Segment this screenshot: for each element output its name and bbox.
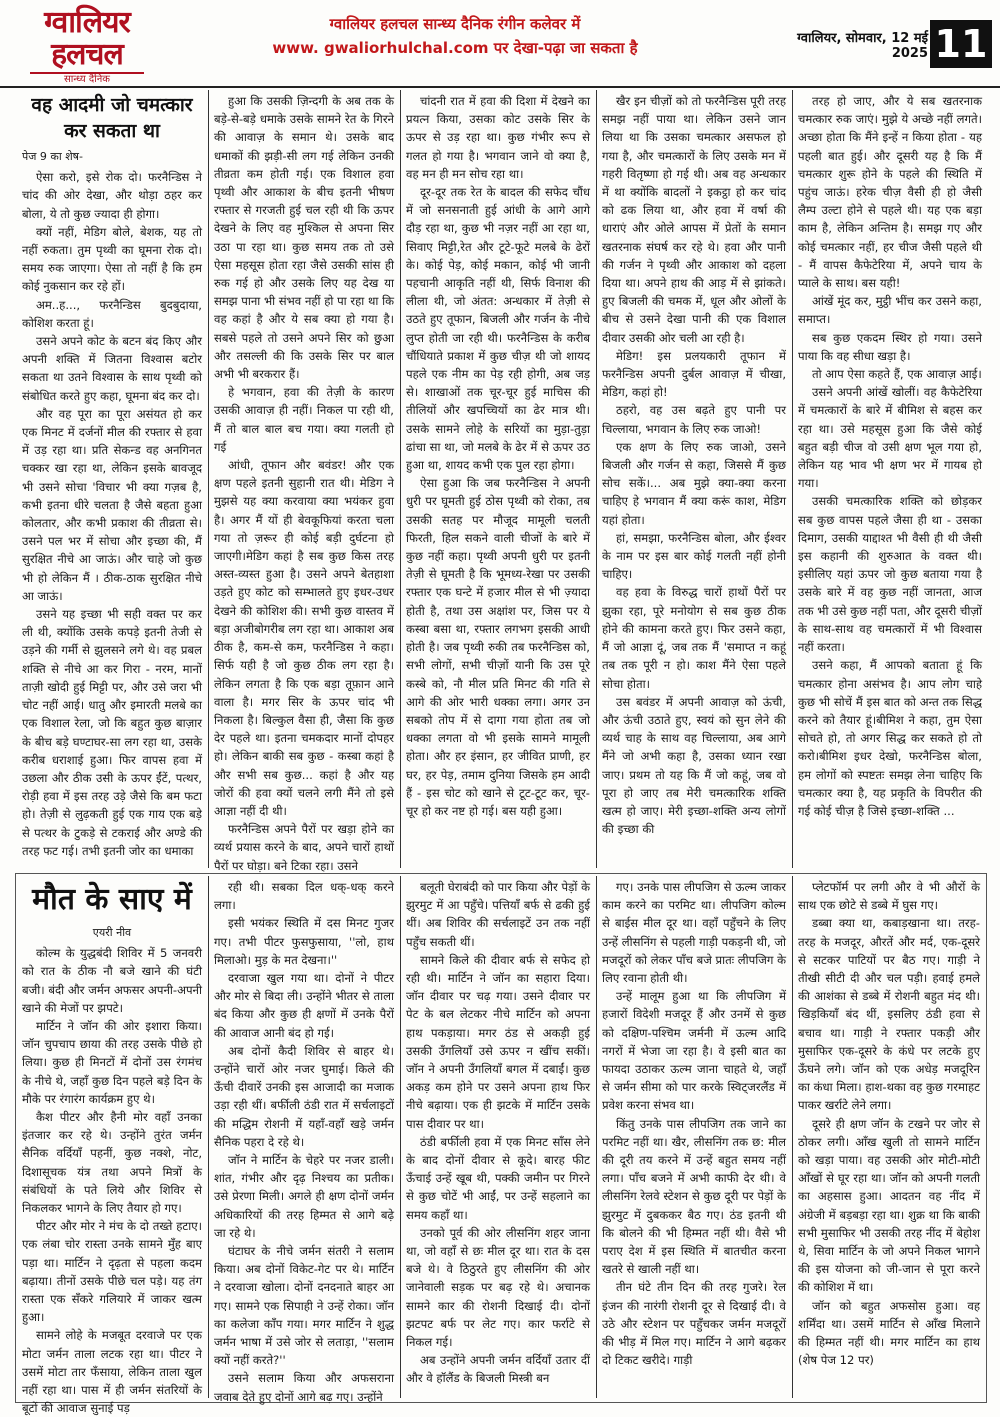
paragraph: सब कुछ एकदम स्थिर हो गया। उसने पाया कि वह सीधा खड़ा है।: [798, 330, 982, 363]
paragraph: उस बवंडर में अपनी आवाज़ को ऊंची, और ऊंची उठाते हुए, स्वयं को सुन लेने की व्यर्थ चाह के साथ वह चिल्लाया, अब आगे मैंने जो अभी कहा है, उसका ध्यान रखा जाए। प्रथम तो यह कि मैं जो कहूं, जब वो पूरा हो जाए तब मेरी चमत्कारिक शक्ति खत्म हो जाए। मेरी इच्छा-शक्ति अन्य लोगों की इच्छा की: [602, 694, 786, 837]
paragraph: कैश पीटर और हैनी मोर वहाँ उनका इंतजार कर रहे थे। उन्होंने तुरंत जर्मन सैनिक वर्दियाँ पहनीं, कुछ नक्शे, नोट, दिशासूचक यंत्र तथा अपने मित्रों के संबंधियों के पते लिये और शिविर से निकलकर भागने के लिए तैयार हो गए।: [22, 1110, 202, 1216]
story1-headline: वह आदमी जो चमत्कार कर सकता था: [31, 94, 193, 142]
paragraph: वह हवा के विरुद्ध चारों हाथों पैरों पर झुका रहा, पूरे मनोयोग से सब कुछ ठीक होने की कामना करते हुए। फिर उसने कहा, मैं जो आज्ञा दूं, जब तक मैं 'समाप्त न कहूं तब तक पूरी न हो। काश मैंने ऐसा पहले सोचा होता।: [602, 585, 786, 691]
story2-headline: मौत के साए में: [32, 882, 192, 917]
column-rule: [400, 876, 401, 1398]
paragraph: क्यों नहीं, मेडिग बोले, बेशक, यह तो नहीं रुकता। तुम पृथ्वी का घूमना रोक दो। समय रुक जाएगा। ऐसा तो नहीं है कि हम कोई नुकसान कर रहे हों।: [22, 224, 202, 294]
column-rule: [596, 90, 597, 868]
paragraph: हे भगवान, हवा की तेज़ी के कारण उसकी आवाज़ ही नहीं। निकल पा रही थी, मैं तो बाल बाल बच गया। क्या गलती हो गई: [214, 385, 394, 454]
paragraph: दूसरे ही क्षण जॉन के टखने पर जोर से ठोकर लगी। आँख खुली तो सामने मार्टिन को खड़ा पाया। वह उसकी ओर मोटी-मोटी आँखों से घूर रहा था। जॉन को अपनी गलती का अहसास हुआ। आदतन वह नींद में अंग्रेजी में बड़बड़ा रहा था। शुक्र था कि बाकी सभी मुसाफिर भी उसकी तरह नींद में बेहोश थे, सिवा मार्टिन के जो अपने निकल भागने की इस योजना को जी-जान से पूरा करने की कोशिश में था।: [798, 1116, 980, 1295]
paragraph: उनको पूर्व की ओर लीसनिंग शहर जाना था, जो वहाँ से छः मील दूर था। रात के दस बजे थे। वे ठिठुरते हुए लीसनिंग की ओर जानेवाली सड़क पर बढ़ रहे थे। अचानक सामने कार की रोशनी दिखाई दी। दोनों झटपट बर्फ पर लेट गए। कार फर्राटे से निकल गई।: [406, 1225, 590, 1350]
paragraph: फरनैन्डिस अपने पैरों पर खड़ा होने का व्यर्थ प्रयास करने के बाद, अपने चारों हाथों पैरों पर घोड़ा। बने टिका रहा। उसने: [214, 822, 394, 873]
story1-column-5: [798, 92, 982, 867]
paragraph: हां, समझा, फरनैन्डिस बोला, और ईश्वर के नाम पर इस बार कोई गलती नहीं होनी चाहिए।: [602, 530, 786, 582]
paragraph: दूर-दूर तक रेत के बादल की सफेद चौंध में जो सनसनाती हुई आंधी के आगे आगे दौड़ रहा था, कुछ भी नज़र नहीं आ रहा था, सिवाए मिट्टी,रेत और टूटे-फूटे मलबे के ढेरों के। कोई पेड़, कोई मकान, कोई भी जानी पहचानी आकृति नहीं थी, सिर्फ विनाश की लीला थी, जो अंतत: अन्धकार में तेज़ी से उठते हुए तूफान, बिजली और गर्जन के नीचे लुप्त होती जा रही थी। फरनैन्डिस के करीब चौंधियाते प्रकाश में कुछ चीज़ थी जो शायद पहले एक नीम का पेड़ रही होगी, अब जड़ से। शाखाओं तक चूर-चूर हुई माचिस की तीलियों और खपच्चियों का ढेर मात्र थी। उसके सामने लोहे के सरियों का मुड़ा-तुड़ा ढांचा सा था, जो मलबे के ढेर में से ऊपर उठ हुआ था, शायद कभी एक पुल रहा होगा।: [406, 185, 590, 473]
logo-line3: सान्ध्य दैनिक: [30, 72, 144, 86]
story1-column-4: [602, 92, 786, 867]
paragraph: ठहरो, वह उस बढ़ते हुए पानी पर चिल्लाया, भगवान के लिए रुक जाओ!: [602, 403, 786, 436]
paragraph: डब्बा क्या था, कबाड़खाना था। तरह-तरह के मजदूर, औरतें और मर्द, एक-दूसरे से सटकर पाटियों पर बैठ गए। गाड़ी ने तीखी सीटी दी और चल पड़ी। हवाई हमले की आशंका से डब्बे में रोशनी बहुत मंद थी। खिड़कियाँ बंद थीं, इसलिए ठंडी हवा से बचाव था। गाड़ी ने रफ्तार पकड़ी और मुसाफिर एक-दूसरे के कंधे पर लटके हुए ऊँघने लगे। जॉन को एक अधेड़ मजदूरिन का कंधा मिला। हाश-थका वह कुछ गरमाहट पाकर खर्राटे लेने लगा।: [798, 916, 980, 1113]
paragraph: रही थी। सबका दिल धक्-धक् करने लगा।: [214, 880, 394, 913]
logo-line2: हलचल: [51, 37, 123, 72]
paragraph: पीटर और मोर ने मंच के दो तख्ते हटाए। एक लंबा चोर रास्ता उनके सामने मुँह बाए पड़ा था। मार्टिन ने दृढ़ता से पहला कदम बढ़ाया। तीनों उसके पीछे चल पड़े। यह तंग रास्ता एक सँकरे गलियारे में जाकर खत्म हुआ।: [22, 1219, 202, 1325]
paragraph: इसी भयंकर स्थिति में दस मिनट गुजर गए। तभी पीटर फुसफुसाया, ''लो, हाथ मिलाओ। मुड़ के मत देखना।'': [214, 916, 394, 967]
paragraph: उसने यह इच्छा भी सही वक्त पर कर ली थी, क्योंकि उसके कपड़े इतनी तेजी से उड़ने की गर्मी से झुलसने लगे थे। वह प्रबल शक्ति से नीचे आ कर गिरा - नरम, मानों ताज़ी खोदी हुई मिट्टी पर, और उसे जरा भी चोट नहीं आई। धातु और इमारती मलबे का एक विशाल रेला, जो कि बहुत कुछ बाज़ार के बीच बड़े घण्टाघर-सा लग रहा था, उसके करीब धराशाई हुआ। फिर वापस हवा में उछला और ठीक उसी के ऊपर ईंटें, पत्थर, रोड़ी हवा में इस तरह उड़े जैसे कि बम फटा हो। तेज़ी से लुढ़कती हुई एक गाय एक बड़े से पत्थर के टुकड़े से टकराई और अण्डे की तरह फट गई। तभी इतनी जोर का धमाका: [22, 607, 202, 858]
story1-column-2: [214, 92, 394, 873]
issue-date: ग्वालियर, सोमवार, 12 मई 2025: [797, 31, 928, 61]
paragraph: ठंडी बर्फीली हवा में एक मिनट साँस लेने के बाद दोनों दीवार से कूदे। बारह फीट ऊँचाई उन्हें खूब थी, पक्की जमीन पर गिरने से कुछ चोटें भी आईं, पर उन्हें सहलाने का समय कहाँ था।: [406, 1134, 590, 1222]
column-rule: [792, 90, 793, 868]
newspaper-logo: [12, 5, 162, 85]
story2-column-5: [798, 878, 980, 1396]
paragraph: प्लेटफॉर्म पर लगी और वे भी औरों के साथ एक छोटे से डब्बे में घुस गए।: [798, 880, 980, 913]
paragraph: तरह हो जाए, और ये सब खतरनाक चमत्कार रुक जाएं। मुझे ये अच्छे नहीं लगते। अच्छा होता कि मैंने इन्हें न किया होता - यह पहली बात हुई। और दूसरी यह है कि मैं चमत्कार शुरू होने के पहले की स्थिति में पहुंच जाऊं। हरेक चीज़ वैसी ही हो जैसी लैम्प उल्टा होने से पहले थी। यह एक बड़ा काम है, लेकिन अन्तिम है। समझ गए और कोई चमत्कार नहीं, हर चीज जैसी पहले थी - मैं वापस कैफेटेरिया में, अपने चाय के प्याले के साथ। बस यही!: [798, 94, 982, 291]
story2-column-4: [602, 878, 786, 1396]
story2-column-1: [22, 878, 202, 1416]
column-rule: [792, 876, 793, 1398]
story2-column-2: [214, 878, 394, 1404]
story1-column-3: [406, 92, 590, 867]
column-rule: [208, 90, 209, 868]
masthead: [0, 0, 1000, 88]
story2-column-3: [406, 878, 590, 1396]
paragraph: तीन घंटे तीन दिन की तरह गुजरे। रेल इंजन की नारंगी रोशनी दूर से दिखाई दी। वे उठे और स्टेशन पर पहुँचकर जर्मन मजदूरों की भीड़ में मिल गए। मार्टिन ने आगे बढ़कर दो टिकट खरीदे। गाड़ी: [602, 1280, 786, 1368]
tagline-edition: ग्वालियर हलचल सान्ध्य दैनिक रंगीन कलेवर में: [329, 15, 581, 33]
paragraph: कोल्म के युद्धबंदी शिविर में 5 जनवरी को रात के ठीक नौ बजे खाने की घंटी बजी। बंदी और जर्मन अफसर अपनी-अपनी खाने की मेजों पर झपटे।: [22, 946, 202, 1015]
paragraph: दरवाजा खुल गया था। दोनों ने पीटर और मोर से बिदा ली। उन्होंने भीतर से ताला बंद किया और कुछ ही क्षणों में उनके पैरों की आवाज आनी बंद हो गई।: [214, 971, 394, 1040]
paragraph: आंखें मूंद कर, मुट्ठी भींच कर उसने कहा, समाप्त।: [798, 294, 982, 327]
paragraph: ऐसा करो, इसे रोक दो। फरनैन्डिस ने चांद की ओर देखा, और थोड़ा ठहर कर बोला, ये तो कुछ ज्यादा ही होगा।: [22, 170, 202, 221]
paragraph: अब दोनों कैदी शिविर से बाहर थे। उन्होंने चारों ओर नजर घुमाई। किले की ऊँची दीवारें उनकी इस आजादी का मजाक उड़ा रही थीं। बर्फीली ठंडी रात में सर्चलाइटों की मद्धिम रोशनी में यहाँ-वहाँ खड़े जर्मन सैनिक पहरा दे रहे थे।: [214, 1043, 394, 1149]
paragraph: उसने अपने कोट के बटन बंद किए और अपनी शक्ति में जितना विश्वास बटोर सकता था उतने विश्वास के साथ पृथ्वी को संबोधित करते हुए कहा, घूमना बंद कर दो।: [22, 334, 202, 403]
paragraph: घंटाघर के नीचे जर्मन संतरी ने सलाम किया। अब दोनों विकेट-गेट पर थे। मार्टिन ने दरवाजा खोला। दोनों दनदनाते बाहर आ गए। सामने एक सिपाही ने उन्हें रोका। जॉन का कलेजा काँप गया। मगर मार्टिन ने शुद्ध जर्मन भाषा में उसे जोर से लताड़ा, ''सलाम क्यों नहीं करते?'': [214, 1244, 394, 1368]
paragraph: उसकी चमत्कारिक शक्ति को छोड़कर सब कुछ वापस पहले जैसा ही था - उसका दिमाग, उसकी याद्दाश्त भी वैसी ही थी जैसी इस कहानी की शुरुआत के वक्त थी। इसीलिए यहां ऊपर जो कुछ बताया गया है उसके बारे में वह कुछ नहीं जानता, आज तक भी उसे कुछ नहीं पता, और दूसरी चीज़ों के साथ-साथ वह चमत्कारों में भी विश्वास नहीं करता।: [798, 494, 982, 655]
paragraph: सामने लोहे के मजबूत दरवाजे पर एक मोटा जर्मन ताला लटक रहा था। पीटर ने उसमें मोटा तार फँसाया, लेकिन ताला खुल नहीं रहा था। पास में ही जर्मन संतरियों के बूटों की आवाज सुनाई पड़: [22, 1328, 202, 1416]
paragraph: आंधी, तूफान और बवंडर! और एक क्षण पहले इतनी सुहानी रात थी। मेडिग ने मुझसे यह क्या करवाया क्या भयंकर हुवा है। अगर मैं यों ही बेवकूफियां करता चला गया तो ज़रूर ही कोई बड़ी दुर्घटना हो जाएगी।मेडिग कहां है सब कुछ किस तरह अस्त-व्यस्त हुआ है। उसने अपने बेतहाशा उड़ते हुए कोट को सम्भालते हुए इधर-उधर देखने की कोशिश की। सभी कुछ वास्तव में बड़ा अजीबोगरीब लग रहा था। आकाश अब ठीक है, कम-से कम, फरनैन्डिस ने कहा। सिर्फ यही है जो कुछ ठीक लग रहा है। लेकिन लगता है कि एक बड़ा तूफ़ान आने वाला है। मगर सिर के ऊपर चांद भी निकला है। बिल्कुल वैसा ही, जैसा कि कुछ देर पहले था। इतना चमकदार मानों दोपहर हो। लेकिन बाकी सब कुछ - कस्बा कहां है और सभी सब कुछ... कहां है और यह जोरों की हवा क्यों चलने लगी मैंने तो इसे आज्ञा नहीं दी थी।: [214, 458, 394, 818]
paragraph: खैर इन चीज़ों को तो फरनैन्डिस पूरी तरह समझ नहीं पाया था। लेकिन उसने जान लिया था कि उसका चमत्कार असफल हो गया है, और चमत्कारों के लिए उसके मन में गहरी वितृष्णा हो गई थी। अब वह अन्धकार में था क्योंकि बादलों ने इकट्ठा हो कर चांद को ढक लिया था, और हवा में वर्षा की धाराएं और ओले आपस में प्रेतों के समान खतरनाक संघर्ष कर रहे थे। हवा और पानी की गर्जन ने पृथ्वी और आकाश को दहला दिया था। अपने हाथ की आड़ में से झांकते। हुए बिजली की चमक में, धूल और ओलों के बीच से उसने देखा पानी की एक विशाल दीवार उसकी ओर चली आ रही है।: [602, 94, 786, 345]
paragraph: उन्हें मालूम हुआ था कि लीपजिग में हजारों विदेशी मजदूर हैं और उनमें से कुछ को दक्षिण-पश्चिम जर्मनी में ऊल्म आदि नगरों में भेजा जा रहा है। वे इसी बात का फायदा उठाकर ऊल्म जाना चाहते थे, जहाँ से जर्मन सीमा को पार करके स्विट्जरलैंड में प्रवेश करना संभव था।: [602, 989, 786, 1113]
paragraph: चांदनी रात में हवा की दिशा में देखने का प्रयत्न किया, उसका कोट उसके सिर के ऊपर से उड़ रहा था। कुछ गंभीर रूप से गलत हो गया है। भगवान जाने वो क्या है, वह मन ही मन सोच रहा था।: [406, 94, 590, 181]
paragraph: ऐसा हुआ कि जब फरनैन्डिस ने अपनी धुरी पर घूमती हुई ठोस पृथ्वी को रोका, तब उसकी सतह पर मौजूद मामूली चलती फिरती, हिल सकने वाली चीजों के बारे में कुछ नहीं कहा। पृथ्वी अपनी धुरी पर इतनी तेज़ी से घूमती है कि भूमध्य-रेखा पर उसकी रफ्तार एक घन्टे में हजार मील से भी ज़्यादा होती है, तथा उस अक्षांश पर, जिस पर ये कस्बा बसा था, रफ्तार लगभग इसकी आधी होती है। जब पृथ्वी रुकी तब फरनैन्डिस को, सभी लोगों, सभी चीज़ों यानी कि उस पूरे कस्बे को, नौ मील प्रति मिनट की गति से आगे की ओर भारी धक्का लगा। अगर उन सबको तोप में से दागा गया होता तब जो धक्का लगता वो भी इसके सामने मामूली होता। और हर इंसान, हर जीवित प्राणी, हर घर, हर पेड़, तमाम दुनिया जिसके हम आदी हैं - इस चोट को खाने से टूट-टूट कर, चूर-चूर हो कर नष्ट हो गई। बस यही हुआ।: [406, 476, 590, 818]
paragraph: मार्टिन ने जॉन की ओर इशारा किया। जॉन चुपचाप छाया की तरह उसके पीछे हो लिया। कुछ ही मिनटों में दोनों उस रंगमंच के नीचे थे, जहाँ कुछ दिन पहले बड़े दिन के मौके पर रंगारंग कार्यक्रम हुए थे।: [22, 1019, 202, 1106]
paragraph: हुआ कि उसकी ज़िन्दगी के अब तक के बड़े-से-बड़े धमाके उसके सामने रेत के गिरने की आवाज़ के समान थे। उसके बाद धमाकों की झड़ी-सी लग गई लेकिन उनकी तीव्रता कम होती गई। एक विशाल हवा पृथ्वी और आकाश के बीच इतनी भीषण रफ्तार से गरजती हुई चल रही थी कि ऊपर देखने के लिए वह मुश्किल से अपना सिर उठा पा रहा था। कुछ समय तक तो उसे ऐसा महसूस होता रहा जैसे उसकी सांस ही रुक गई हो और उसके लिए यह देख या समझ पाना भी संभव नहीं हो पा रहा था कि वह कहां है और ये सब क्या हो गया है। सबसे पहले तो उसने अपने सिर को छुआ और तसल्ली की कि उसके सिर पर बाल अभी भी बरकरार हैं।: [214, 94, 394, 382]
paragraph: जॉन को बहुत अफसोस हुआ। वह शर्मिंदा था। उसमें मार्टिन से आँख मिलाने की हिम्मत नहीं थी। मगर मार्टिन का हाथ (शेष पेज 12 पर): [798, 1298, 980, 1368]
paragraph: अम..ह..., फरनैन्डिस बुदबुदाया, कोशिश करता हूं।: [22, 297, 202, 330]
column-rule: [400, 90, 401, 868]
paragraph: उसने अपनी आंखें खोलीं। वह कैफेटेरिया में चमत्कारों के बारे में बीमिश से बहस कर रहा था। उसे महसूस हुआ कि जैसे कोई बहुत बड़ी चीज वो उसी क्षण भूल गया हो, लेकिन यह भाव भी क्षण भर में गायब हो गया।: [798, 385, 982, 491]
paragraph: गए। उनके पास लीपजिग से ऊल्म जाकर काम करने का परमिट था। लीपजिग कोल्म से बाईस मील दूर था। वहाँ पहुँचने के लिए उन्हें लीसनिंग से पहली गाड़ी पकड़नी थी, जो मजदूरों को लेकर पाँच बजे प्रातः लीपजिग के लिए रवाना होती थी।: [602, 880, 786, 986]
paragraph: तो आप ऐसा कहते हैं, एक आवाज़ आई।: [812, 367, 982, 382]
story1-column-1: [22, 92, 202, 867]
page-number: 11: [930, 20, 992, 68]
tagline-website: www. gwaliorhulchal.com पर देखा-पढ़ा जा सकता है: [272, 39, 638, 57]
paragraph: और वह पूरा का पूरा असंयत हो कर एक मिनट में दर्जनों मील की रफ्तार से हवा में उड़ रहा था। प्रति सेकन्ड वह अनगिनत चक्कर खा रहा था, लेकिन इसके बावजूद भी उसने सोचा 'विचार भी क्या गज़ब है, कभी इतना धीरे चलता है जैसे बहता हुआ कोलतार, और कभी प्रकाश की तीव्रता से। उसने पल भर में सोचा और इच्छा की, मैं सुरक्षित नीचे आ जाऊं। और चाहे जो कुछ भी हो लेकिन मैं । ठीक-ठाक सुरक्षित नीचे आ जाऊं।: [22, 406, 202, 603]
story1-continued-from: पेज 9 का शेष-: [22, 150, 84, 163]
column-rule: [208, 876, 209, 1398]
story2-byline: एयरी नीव: [92, 926, 132, 939]
paragraph: सामने किले की दीवार बर्फ से सफेद हो रही थी। मार्टिन ने जॉन का सहारा दिया। जॉन दीवार पर चढ़ गया। उसने दीवार पर पेट के बल लेटकर नीचे मार्टिन को अपना हाथ पकड़ाया। मगर ठंड से अकड़ी हुई उसकी उँगलियाँ उसे ऊपर न खींच सकीं। जॉन ने अपनी उँगलियाँ बगल में दबाईं। कुछ अकड़ कम होने पर उसने अपना हाथ फिर नीचे बढ़ाया। एक ही झटके में मार्टिन उसके पास दीवार पर था।: [406, 952, 590, 1131]
paragraph: किंतु उनके पास लीपजिग तक जाने का परमिट नहीं था। खैर, लीसनिंग तक छ: मील की दूरी तय करने में उन्हें बहुत समय नहीं लगा। पाँच बजने में अभी काफी देर थी। वे लीसनिंग रेलवे स्टेशन से कुछ दूरी पर पेड़ों के झुरमुट में दुबककर बैठ गए। ठंड इतनी थी कि बोलने की भी हिम्मत नहीं थी। वैसे भी पराए देश में इस स्थिति में बातचीत करना खतरे से खाली नहीं था।: [602, 1116, 786, 1277]
paragraph: अब उन्होंने अपनी जर्मन वर्दियाँ उतार दीं और वे हॉलैंड के बिजली मिस्त्री बन: [406, 1353, 590, 1386]
paragraph: एक क्षण के लिए रुक जाओ, उसने बिजली और गर्जन से कहा, जिससे मैं कुछ सोच सकें।... अब मुझे क्या-क्या करना चाहिए हे भगवान मैं क्या करूं काश, मेडिग यहां होता।: [602, 439, 786, 527]
paragraph: जॉन ने मार्टिन के चेहरे पर नजर डाली। शांत, गंभीर और दृढ़ निश्चय का प्रतीक। उसे प्रेरणा मिली। अगले ही क्षण दोनों जर्मन अधिकारियों की तरह हिम्मत से आगे बढ़े जा रहे थे।: [214, 1153, 394, 1240]
column-rule: [596, 876, 597, 1398]
paragraph: मेडिग! इस प्रलयकारी तूफान में फरनैन्डिस अपनी दुर्बल आवाज़ में चीखा, मेडिग, कहां हो!: [602, 348, 786, 400]
paragraph: बलूती घेराबंदी को पार किया और पेड़ों के झुरमुट में आ पहुँचे। पत्तियाँ बर्फ से ढकी हुई थीं। अब शिविर की सर्चलाइटें उन तक नहीं पहुँच सकती थीं।: [406, 880, 590, 949]
logo-line1: ग्वालियर: [44, 5, 130, 40]
paragraph: उसने सलाम किया और अफसराना जवाब देते हुए दोनों आगे बढ़ गए। उन्होंने: [214, 1371, 394, 1404]
paragraph: उसने कहा, मैं आपको बताता हूं कि चमत्कार होना असंभव है। आप लोग चाहे कुछ भी सोचें मैं इस बात को अन्त तक सिद्ध करने को तैयार हूं।बीमिश ने कहा, तुम ऐसा सोचते हो, तो अगर सिद्ध कर सकते हो तो करो।बीमिश इधर देखो, फरनैन्डिस बोला, हम लोगों को स्पष्टतः समझ लेना चाहिए कि चमत्कार क्या है, यह प्रकृति के विपरीत की गई कोई चीज़ है जिसे इच्छा-शक्ति ...: [798, 658, 982, 818]
